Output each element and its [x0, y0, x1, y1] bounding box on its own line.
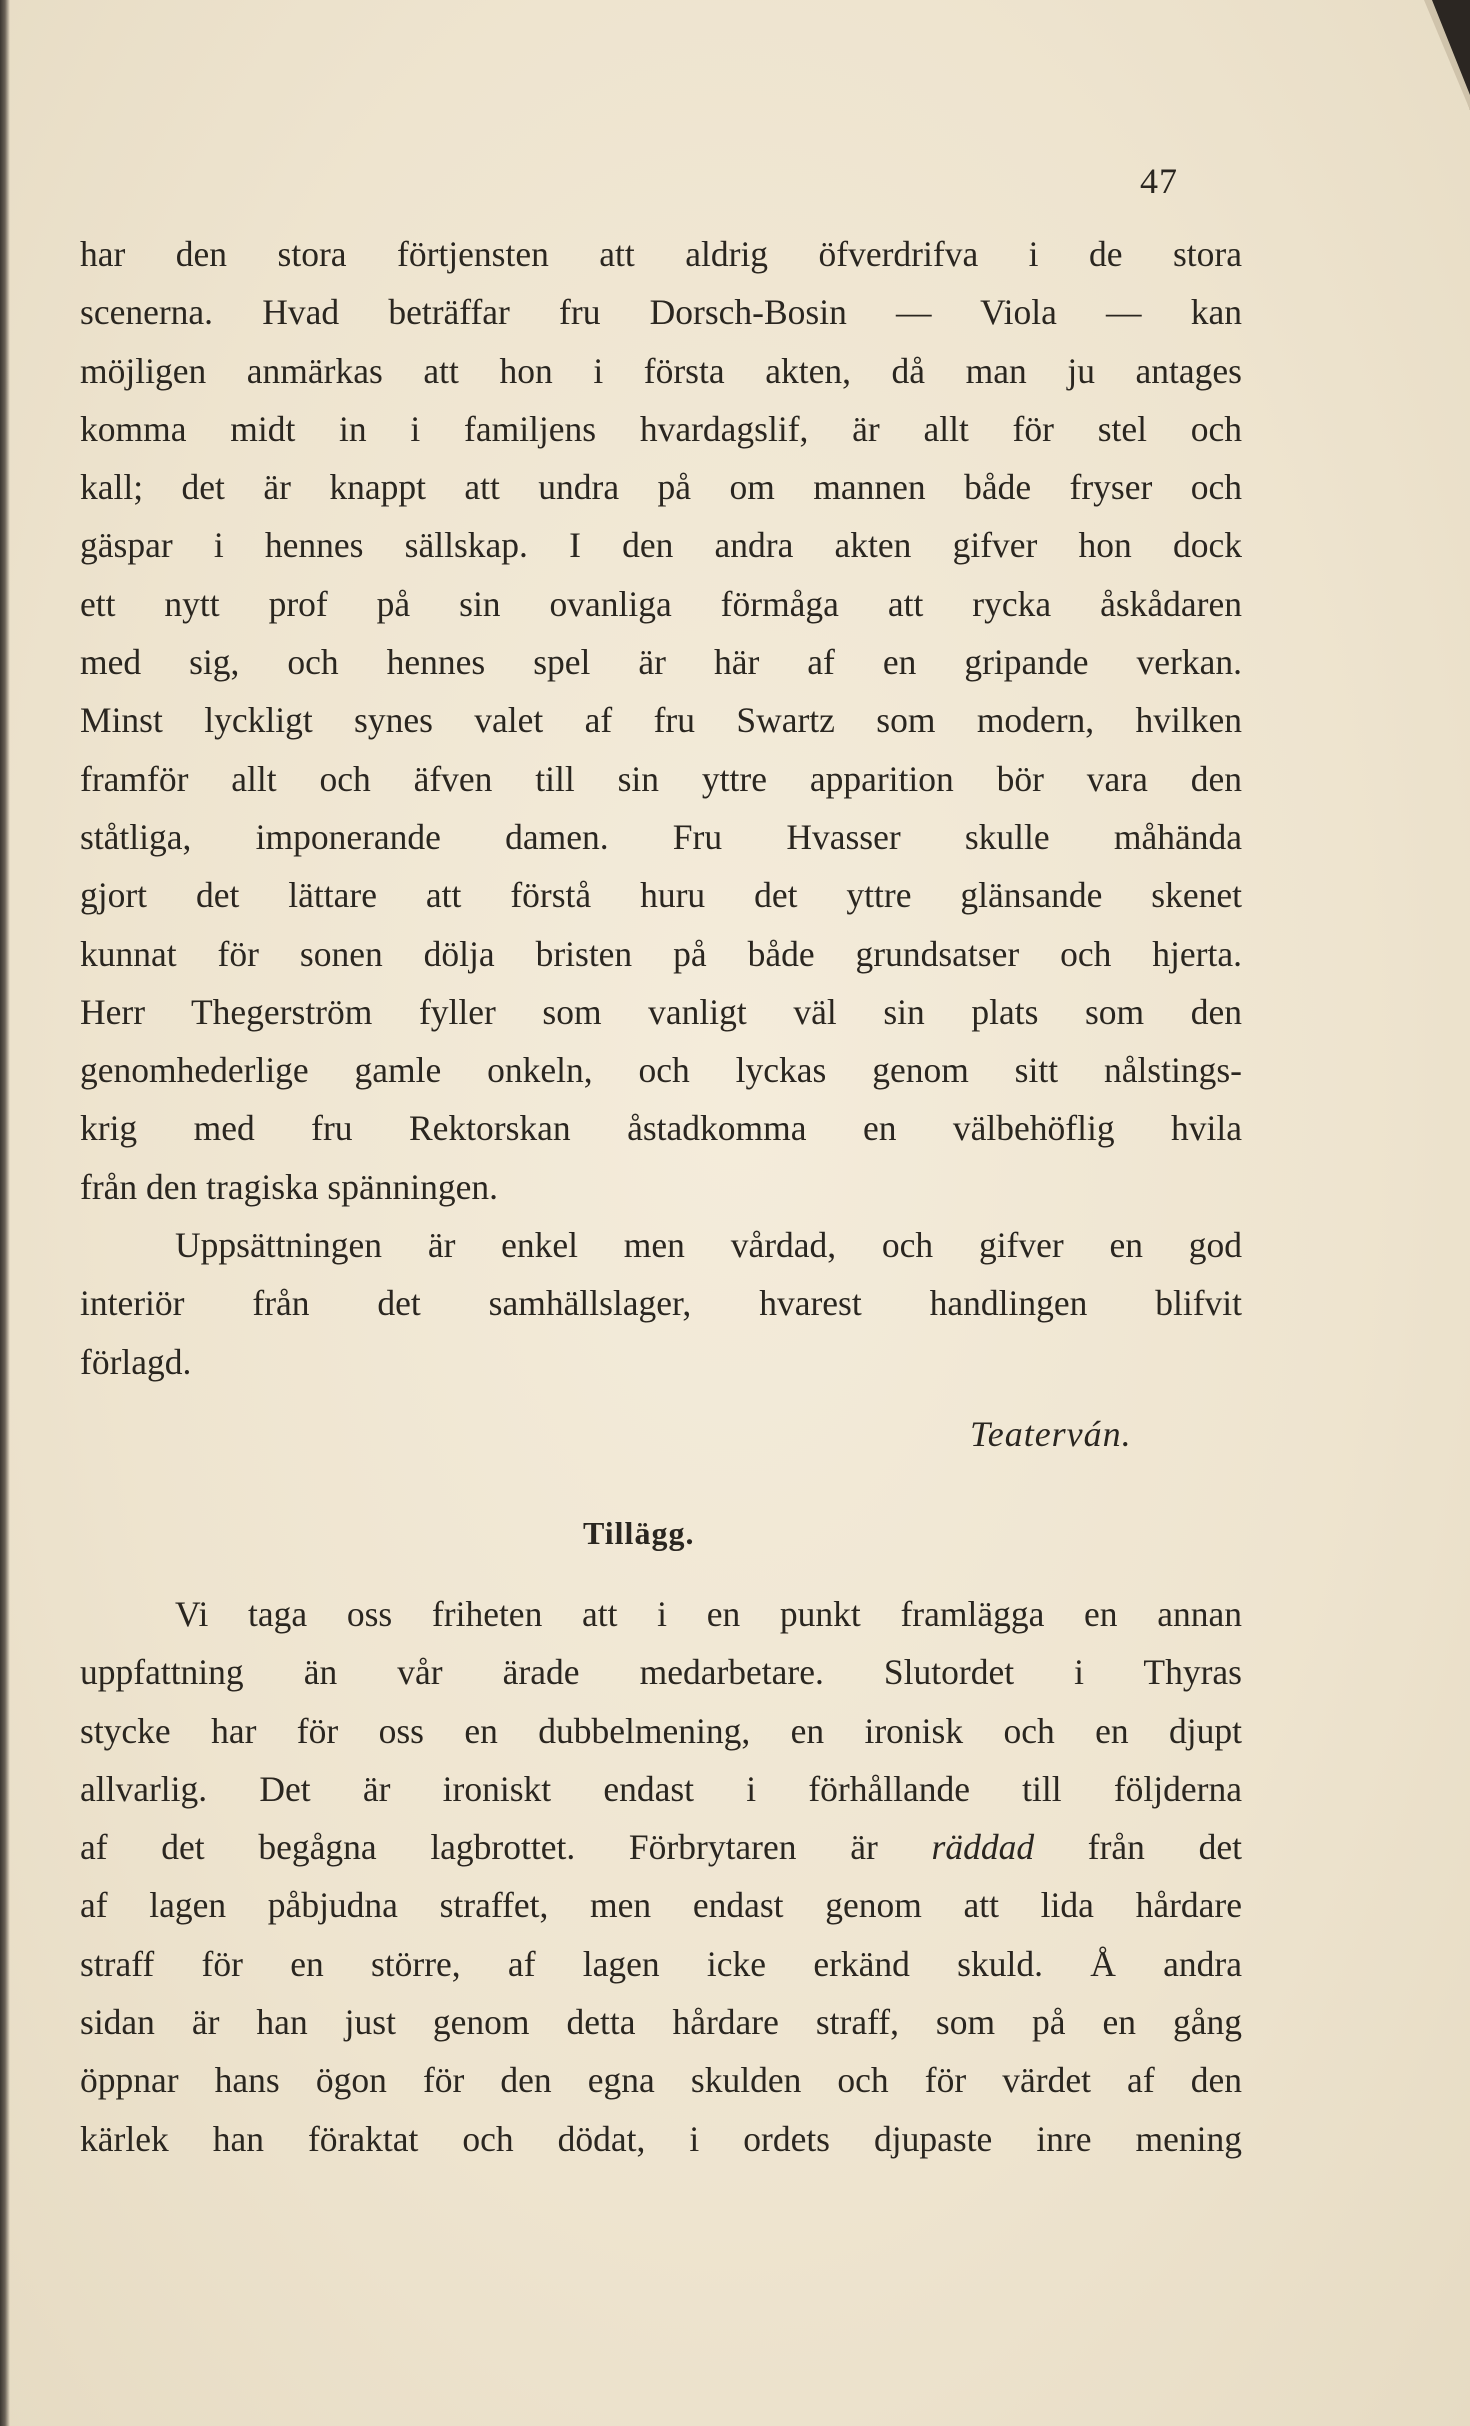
text-line: kall; det är knappt att undra på om mannen både fryser och [80, 467, 1242, 508]
text-line: ett nytt prof på sin ovanliga förmåga att rycka åskådaren [80, 583, 1242, 624]
text-line: komma midt in i familjens hvardagslif, är allt för stel och [80, 408, 1242, 449]
text-line: allvarlig. Det är ironiskt endast i förhållande till följderna [80, 1768, 1242, 1809]
text-line: har den stora förtjensten att aldrig öfverdrifva i de stora [80, 234, 1242, 274]
text-line: stycke har för oss en dubbelmening, en ironisk och en djupt [80, 1710, 1242, 1751]
text-line: med sig, och hennes spel är här af en gripande verkan. [80, 642, 1242, 683]
article-body [80, 225, 1242, 1391]
page-number: 47 [1140, 161, 1178, 201]
text-line: Uppsättningen är enkel men vårdad, och gifver en god [175, 1225, 1242, 1266]
page-corner-fold [1410, 0, 1470, 110]
text-line-with-emphasis [80, 1818, 1242, 1876]
text-line: kunnat för sonen dölja bristen på både grundsatser och hjerta. [80, 933, 1242, 974]
text-line: gjort det lättare att förstå huru det yttre glänsande skenet [80, 875, 1242, 916]
text-line: straff för en större, af lagen icke erkänd skuld. Å andra [80, 1943, 1242, 1984]
text-line: genomhederlige gamle onkeln, och lyckas genom sitt nålstings- [80, 1050, 1242, 1091]
text-line: sidan är han just genom detta hårdare straff, som på en gång [80, 2002, 1242, 2043]
text-line: Vi taga oss friheten att i en punkt framlägga en annan [175, 1594, 1242, 1634]
text-line: krig med fru Rektorskan åstadkomma en välbehöflig hvila [80, 1108, 1242, 1149]
text-fragment: från det [1087, 1827, 1243, 1868]
text-line: öppnar hans ögon för den egna skulden och för värdet af den [80, 2060, 1242, 2101]
text-line: uppfattning än vår ärade medarbetare. Slutordet i Thyras [80, 1652, 1242, 1693]
text-line: Herr Thegerström fyller som vanligt väl sin plats som den [80, 991, 1242, 1032]
page-binding-shadow [0, 0, 10, 2426]
text-line: möjligen anmärkas att hon i första akten, då man ju antages [80, 350, 1242, 391]
text-line: ståtliga, imponerande damen. Fru Hvasser skulle måhända [80, 816, 1242, 857]
text-fragment: af det begågna lagbrottet. Förbrytaren är [80, 1827, 878, 1868]
text-line: från den tragiska spänningen. [80, 1166, 498, 1207]
text-line: interiör från det samhällslager, hvarest handlingen blifvit [80, 1283, 1242, 1324]
text-line: af lagen påbjudna straffet, men endast genom att lida hårdare [80, 1885, 1242, 1926]
text-line: förlagd. [80, 1341, 192, 1382]
text-line: framför allt och äfven till sin yttre apparition bör vara den [80, 758, 1242, 799]
emphasized-word: räddad [931, 1827, 1035, 1868]
text-line: scenerna. Hvad beträffar fru Dorsch-Bosin — Viola — kan [80, 292, 1242, 333]
text-line: gäspar i hennes sällskap. I den andra akten gifver hon dock [80, 525, 1242, 566]
text-line: kärlek han föraktat och dödat, i ordets djupaste inre mening [80, 2118, 1242, 2159]
text-line: Minst lyckligt synes valet af fru Swartz som modern, hvilken [80, 700, 1242, 741]
addendum-body [80, 1585, 1242, 2168]
author-signature: Teaterván. [970, 1414, 1132, 1454]
section-heading: Tillägg. [583, 1515, 695, 1551]
